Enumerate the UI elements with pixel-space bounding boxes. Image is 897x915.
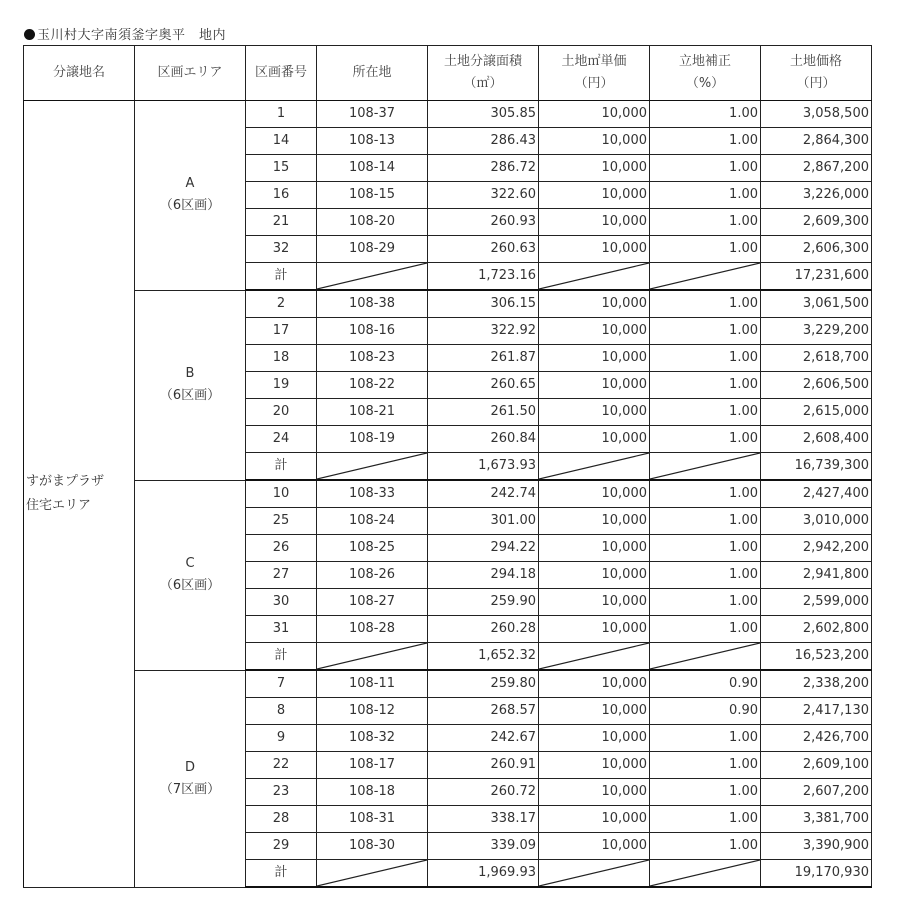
- land-price: 2,942,200: [761, 535, 872, 562]
- land-size: 260.93: [428, 209, 539, 236]
- diagonal-line: [317, 860, 427, 886]
- diagonal-line: [317, 263, 427, 289]
- location: 108-18: [317, 779, 428, 806]
- diagonal-line: [317, 453, 427, 479]
- unit-price: 10,000: [539, 833, 650, 860]
- adjustment: 1.00: [650, 318, 761, 345]
- land-size: 286.43: [428, 128, 539, 155]
- area-cell: [135, 670, 246, 887]
- adjustment: 1.00: [650, 833, 761, 860]
- area-name: B: [185, 366, 195, 381]
- unit-price: 10,000: [539, 508, 650, 535]
- unit-price: 10,000: [539, 535, 650, 562]
- lot-number: 1: [246, 101, 317, 128]
- lot-number: 22: [246, 752, 317, 779]
- land-size: 339.09: [428, 833, 539, 860]
- unit-price: 10,000: [539, 128, 650, 155]
- lot-number: 32: [246, 236, 317, 263]
- land-price: 2,864,300: [761, 128, 872, 155]
- location: 108-32: [317, 725, 428, 752]
- land-price: 2,607,200: [761, 779, 872, 806]
- subtotal-size: 1,652.32: [428, 643, 539, 671]
- diagonal-cell: [317, 263, 428, 291]
- land-price: 3,010,000: [761, 508, 872, 535]
- land-price: 2,426,700: [761, 725, 872, 752]
- location: 108-16: [317, 318, 428, 345]
- location: 108-38: [317, 290, 428, 318]
- location: 108-12: [317, 698, 428, 725]
- unit-price: 10,000: [539, 589, 650, 616]
- land-size: 259.80: [428, 670, 539, 698]
- subtotal-size: 1,723.16: [428, 263, 539, 291]
- land-price: 2,618,700: [761, 345, 872, 372]
- unit-price: 10,000: [539, 480, 650, 508]
- location: 108-23: [317, 345, 428, 372]
- land-price: 2,606,300: [761, 236, 872, 263]
- lot-number: 31: [246, 616, 317, 643]
- land-size: 260.72: [428, 779, 539, 806]
- site-name-cell: [24, 101, 135, 888]
- location: 108-20: [317, 209, 428, 236]
- lot-price-table: [23, 45, 872, 888]
- adjustment: 1.00: [650, 779, 761, 806]
- lot-number: 27: [246, 562, 317, 589]
- diagonal-line: [539, 263, 649, 289]
- diagonal-cell: [539, 860, 650, 888]
- location: 108-28: [317, 616, 428, 643]
- diagonal-cell: [650, 263, 761, 291]
- adjustment: 0.90: [650, 698, 761, 725]
- lot-number: 18: [246, 345, 317, 372]
- table-row: [24, 101, 872, 128]
- diagonal-line: [317, 643, 427, 669]
- land-price: 3,381,700: [761, 806, 872, 833]
- land-size: 306.15: [428, 290, 539, 318]
- area-lot-count: （6区画）: [159, 388, 221, 403]
- lot-number: 16: [246, 182, 317, 209]
- diagonal-cell: [650, 453, 761, 481]
- land-size: 260.63: [428, 236, 539, 263]
- subtotal-price: 16,739,300: [761, 453, 872, 481]
- adjustment: 1.00: [650, 752, 761, 779]
- location: 108-29: [317, 236, 428, 263]
- diagonal-cell: [317, 643, 428, 671]
- adjustment: 1.00: [650, 155, 761, 182]
- area-name: C: [185, 556, 195, 571]
- table-row: [24, 670, 872, 698]
- area-name: D: [184, 759, 195, 775]
- land-price: 3,226,000: [761, 182, 872, 209]
- adjustment: 1.00: [650, 562, 761, 589]
- unit-price: 10,000: [539, 101, 650, 128]
- unit-price: 10,000: [539, 752, 650, 779]
- lot-number: 7: [246, 670, 317, 698]
- lot-number: 2: [246, 290, 317, 318]
- location: 108-17: [317, 752, 428, 779]
- subtotal-price: 17,231,600: [761, 263, 872, 291]
- lot-number: 15: [246, 155, 317, 182]
- unit-price: 10,000: [539, 372, 650, 399]
- lot-number: 30: [246, 589, 317, 616]
- adjustment: 1.00: [650, 236, 761, 263]
- lot-number: 24: [246, 426, 317, 453]
- subtotal-price: 19,170,930: [761, 860, 872, 888]
- unit-price: 10,000: [539, 670, 650, 698]
- header-adjustment: 立地補正 （%）: [650, 46, 761, 101]
- land-size: 322.60: [428, 182, 539, 209]
- adjustment: 1.00: [650, 182, 761, 209]
- header-site: 分譲地名: [24, 46, 135, 101]
- land-size: 261.50: [428, 399, 539, 426]
- land-size: 242.74: [428, 480, 539, 508]
- land-size: 294.22: [428, 535, 539, 562]
- lot-number: 14: [246, 128, 317, 155]
- header-size: 土地分譲面積 （㎡）: [428, 46, 539, 101]
- unit-price: 10,000: [539, 345, 650, 372]
- adjustment: 0.90: [650, 670, 761, 698]
- location: 108-30: [317, 833, 428, 860]
- header-area: 区画エリア: [135, 46, 246, 101]
- land-size: 260.28: [428, 616, 539, 643]
- location: 108-37: [317, 101, 428, 128]
- diagonal-cell: [539, 453, 650, 481]
- unit-price: 10,000: [539, 155, 650, 182]
- location: 108-26: [317, 562, 428, 589]
- location: 108-11: [317, 670, 428, 698]
- location: 108-14: [317, 155, 428, 182]
- location: 108-19: [317, 426, 428, 453]
- unit-price: 10,000: [539, 426, 650, 453]
- header-lot: 区画番号: [246, 46, 317, 101]
- diagonal-line: [650, 263, 760, 289]
- header-row: [24, 46, 872, 101]
- area-cell: [135, 101, 246, 291]
- location: 108-13: [317, 128, 428, 155]
- adjustment: 1.00: [650, 372, 761, 399]
- unit-price: 10,000: [539, 698, 650, 725]
- location: 108-27: [317, 589, 428, 616]
- subtotal-label: 計: [246, 860, 317, 888]
- header-location: 所在地: [317, 46, 428, 101]
- land-size: 286.72: [428, 155, 539, 182]
- lot-number: 28: [246, 806, 317, 833]
- site-name-line1: すがまプラザ: [26, 473, 105, 489]
- land-size: 322.92: [428, 318, 539, 345]
- adjustment: 1.00: [650, 725, 761, 752]
- site-name-line2: 住宅エリア: [26, 497, 92, 513]
- area-name: A: [185, 176, 195, 192]
- unit-price: 10,000: [539, 562, 650, 589]
- land-price: 2,941,800: [761, 562, 872, 589]
- land-price: 2,606,500: [761, 372, 872, 399]
- document-caption: [24, 24, 226, 43]
- header-price: 土地価格 （円）: [761, 46, 872, 101]
- diagonal-cell: [539, 263, 650, 291]
- adjustment: 1.00: [650, 806, 761, 833]
- caption-text: 玉川村大字南須釜字奥平 地内: [37, 28, 227, 43]
- land-size: 268.57: [428, 698, 539, 725]
- diagonal-cell: [650, 643, 761, 671]
- land-price: 2,602,800: [761, 616, 872, 643]
- land-price: 2,609,100: [761, 752, 872, 779]
- adjustment: 1.00: [650, 101, 761, 128]
- diagonal-cell: [539, 643, 650, 671]
- diagonal-line: [539, 453, 649, 479]
- area-lot-count: （6区画）: [159, 578, 221, 593]
- table-row: [24, 480, 872, 508]
- land-price: 2,867,200: [761, 155, 872, 182]
- unit-price: 10,000: [539, 236, 650, 263]
- land-size: 338.17: [428, 806, 539, 833]
- adjustment: 1.00: [650, 209, 761, 236]
- diagonal-line: [539, 643, 649, 669]
- subtotal-label: 計: [246, 263, 317, 291]
- unit-price: 10,000: [539, 779, 650, 806]
- lot-number: 21: [246, 209, 317, 236]
- lot-number: 25: [246, 508, 317, 535]
- land-size: 261.87: [428, 345, 539, 372]
- unit-price: 10,000: [539, 725, 650, 752]
- land-price: 3,061,500: [761, 290, 872, 318]
- adjustment: 1.00: [650, 399, 761, 426]
- land-price: 2,615,000: [761, 399, 872, 426]
- area-lot-count: （6区画）: [159, 198, 221, 214]
- area-cell: [135, 290, 246, 480]
- land-price: 2,599,000: [761, 589, 872, 616]
- adjustment: 1.00: [650, 508, 761, 535]
- lot-number: 20: [246, 399, 317, 426]
- unit-price: 10,000: [539, 806, 650, 833]
- lot-number: 19: [246, 372, 317, 399]
- adjustment: 1.00: [650, 589, 761, 616]
- subtotal-size: 1,673.93: [428, 453, 539, 481]
- land-price: 2,417,130: [761, 698, 872, 725]
- diagonal-line: [539, 860, 649, 886]
- subtotal-size: 1,969.93: [428, 860, 539, 888]
- unit-price: 10,000: [539, 209, 650, 236]
- unit-price: 10,000: [539, 182, 650, 209]
- diagonal-cell: [650, 860, 761, 888]
- adjustment: 1.00: [650, 128, 761, 155]
- area-lot-count: （7区画）: [159, 781, 221, 797]
- diagonal-line: [650, 643, 760, 669]
- land-price: 2,608,400: [761, 426, 872, 453]
- adjustment: 1.00: [650, 290, 761, 318]
- diagonal-cell: [317, 453, 428, 481]
- adjustment: 1.00: [650, 535, 761, 562]
- adjustment: 1.00: [650, 345, 761, 372]
- diagonal-line: [650, 453, 760, 479]
- location: 108-15: [317, 182, 428, 209]
- location: 108-21: [317, 399, 428, 426]
- land-price: 3,390,900: [761, 833, 872, 860]
- land-price: 3,229,200: [761, 318, 872, 345]
- lot-number: 17: [246, 318, 317, 345]
- location: 108-33: [317, 480, 428, 508]
- unit-price: 10,000: [539, 318, 650, 345]
- lot-number: 9: [246, 725, 317, 752]
- location: 108-25: [317, 535, 428, 562]
- adjustment: 1.00: [650, 426, 761, 453]
- unit-price: 10,000: [539, 399, 650, 426]
- lot-number: 23: [246, 779, 317, 806]
- adjustment: 1.00: [650, 480, 761, 508]
- lot-number: 8: [246, 698, 317, 725]
- unit-price: 10,000: [539, 616, 650, 643]
- header-unit-price: 土地㎡単価 （円）: [539, 46, 650, 101]
- land-size: 260.91: [428, 752, 539, 779]
- bullet-dot-icon: [24, 29, 35, 40]
- land-size: 260.65: [428, 372, 539, 399]
- land-size: 260.84: [428, 426, 539, 453]
- subtotal-label: 計: [246, 643, 317, 671]
- lot-number: 26: [246, 535, 317, 562]
- unit-price: 10,000: [539, 290, 650, 318]
- land-size: 242.67: [428, 725, 539, 752]
- land-size: 301.00: [428, 508, 539, 535]
- adjustment: 1.00: [650, 616, 761, 643]
- location: 108-24: [317, 508, 428, 535]
- land-size: 294.18: [428, 562, 539, 589]
- land-price: 2,609,300: [761, 209, 872, 236]
- table-row: [24, 290, 872, 318]
- land-price: 2,338,200: [761, 670, 872, 698]
- location: 108-22: [317, 372, 428, 399]
- subtotal-price: 16,523,200: [761, 643, 872, 671]
- subtotal-label: 計: [246, 453, 317, 481]
- diagonal-cell: [317, 860, 428, 888]
- lot-number: 10: [246, 480, 317, 508]
- location: 108-31: [317, 806, 428, 833]
- diagonal-line: [650, 860, 760, 886]
- land-size: 305.85: [428, 101, 539, 128]
- area-cell: [135, 480, 246, 670]
- lot-number: 29: [246, 833, 317, 860]
- land-size: 259.90: [428, 589, 539, 616]
- land-price: 2,427,400: [761, 480, 872, 508]
- land-price: 3,058,500: [761, 101, 872, 128]
